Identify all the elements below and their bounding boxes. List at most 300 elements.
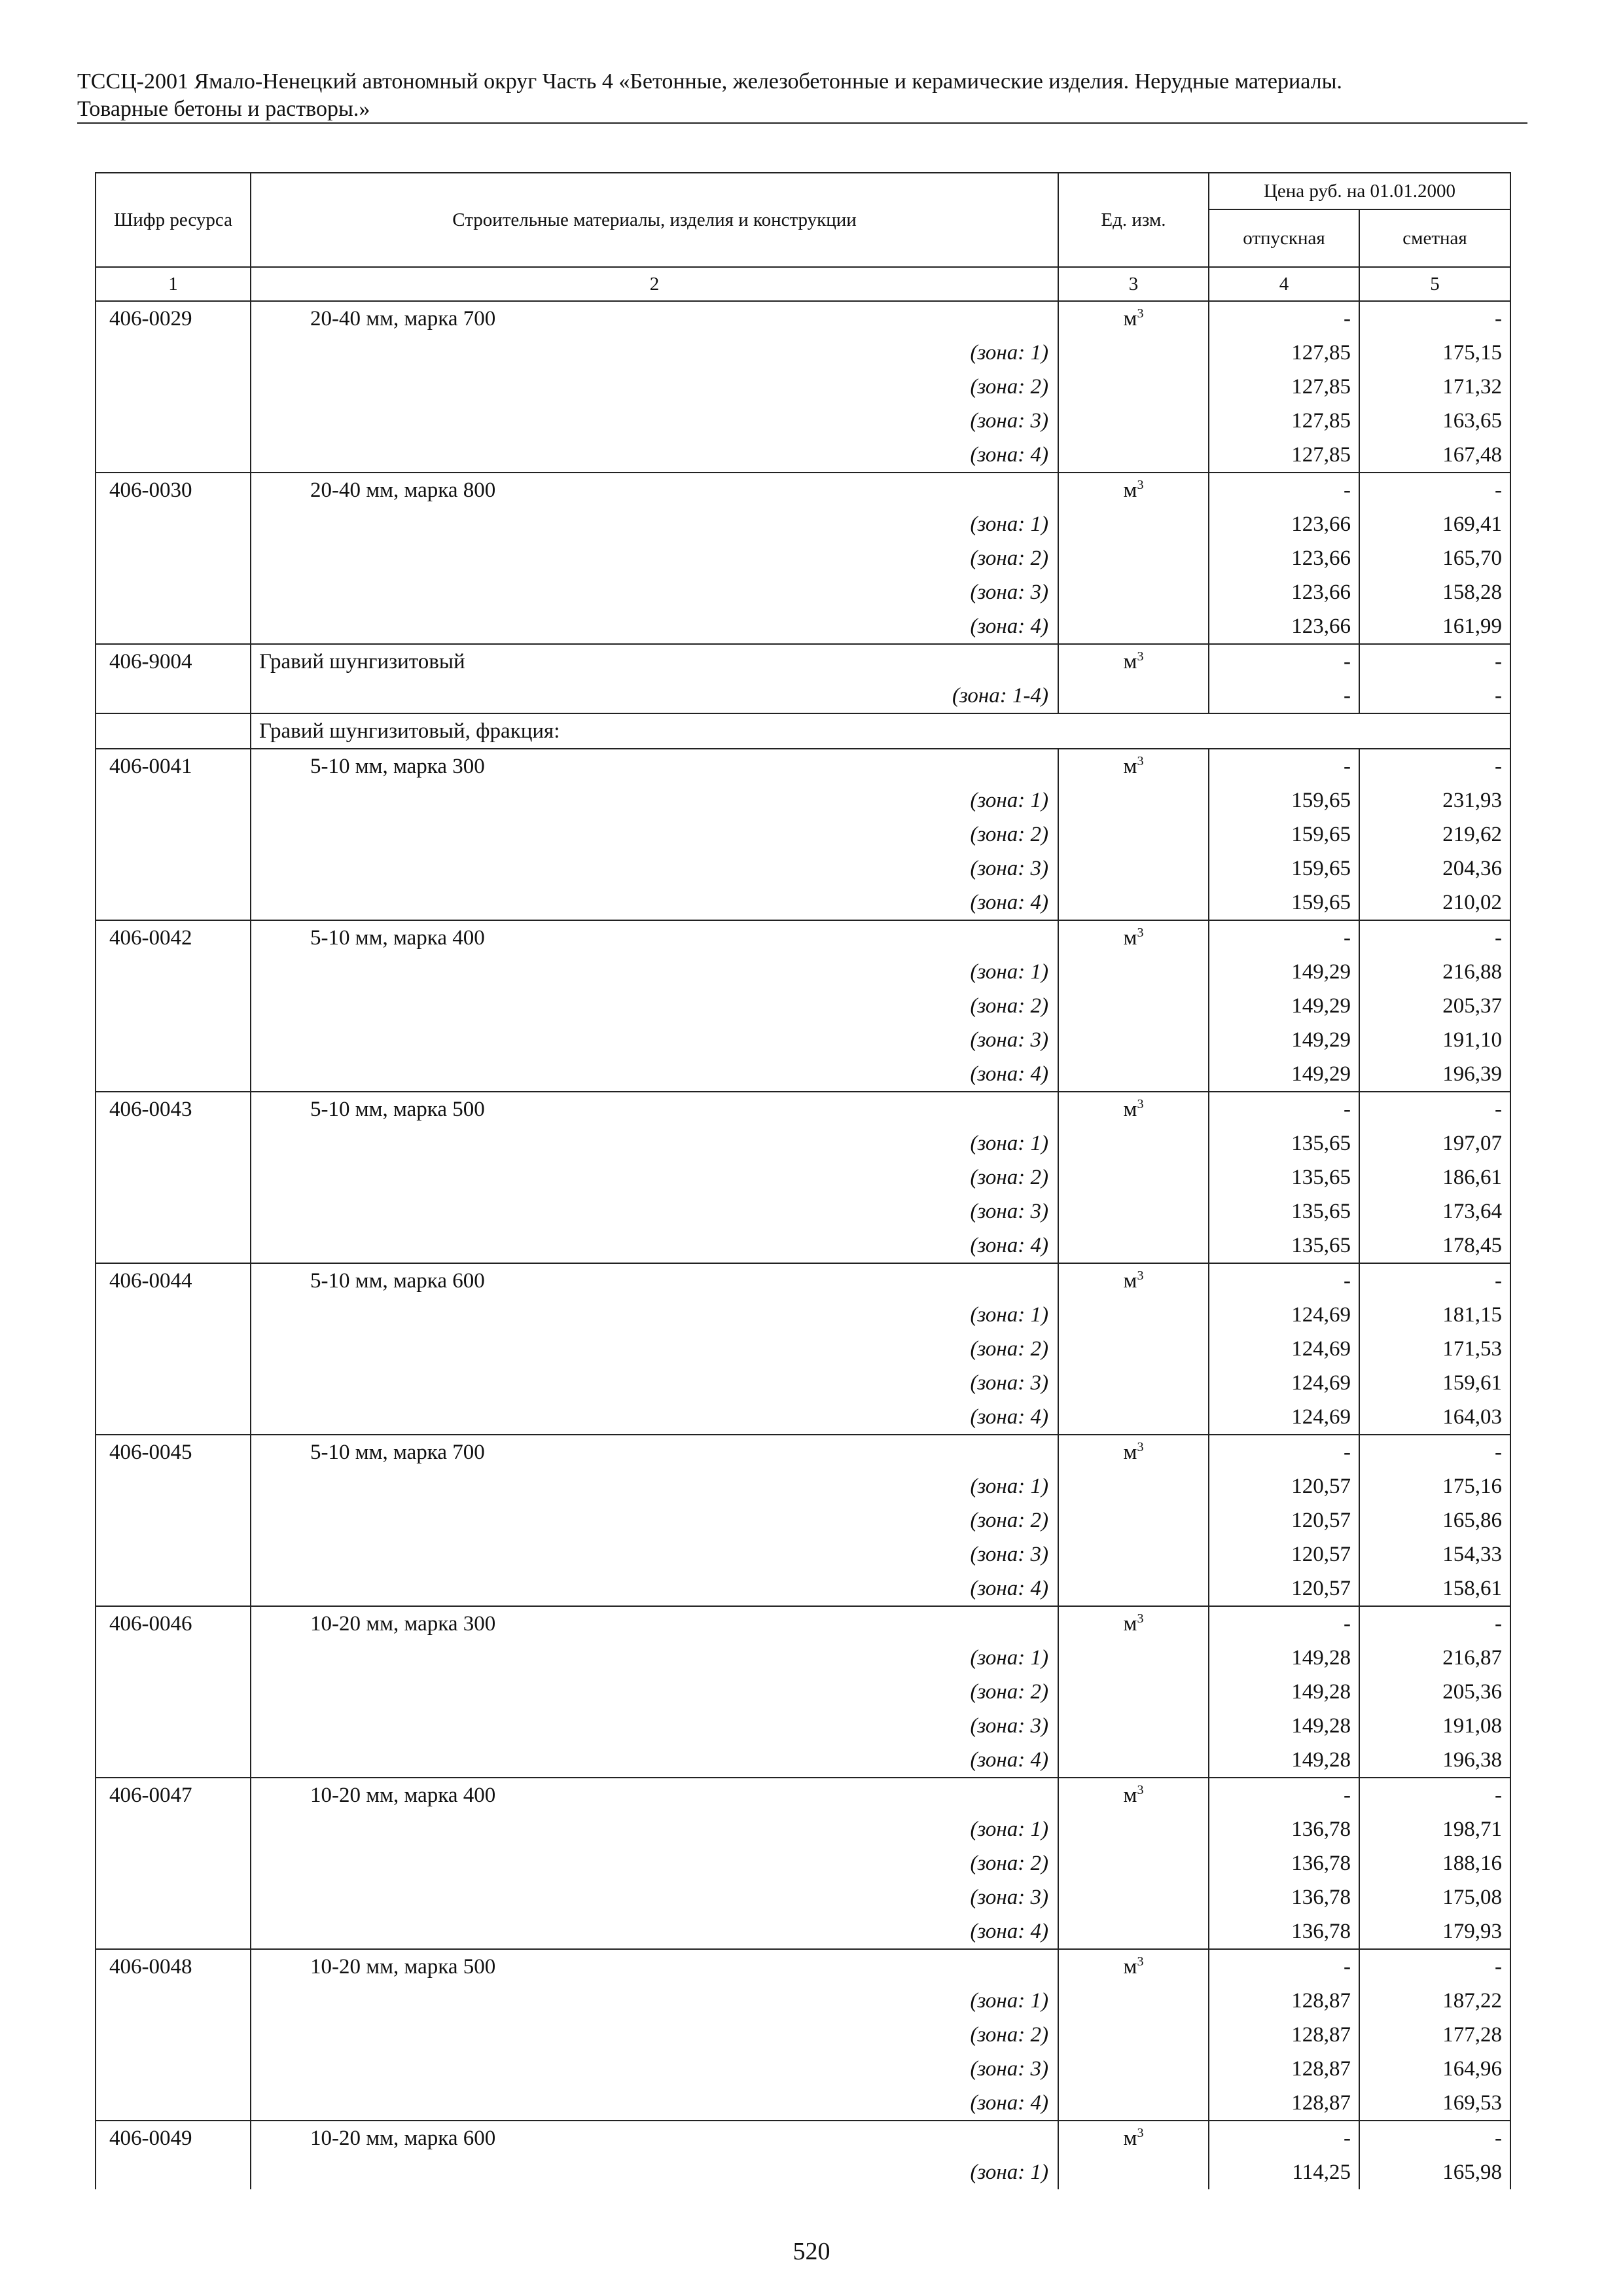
table-row-zone: [96, 2086, 1510, 2121]
table-row-zone: [96, 336, 1510, 370]
resource-code-empty: [96, 1812, 251, 1846]
unit-text: м: [1123, 755, 1137, 778]
unit-empty: [1058, 575, 1209, 609]
unit-empty: [1058, 886, 1209, 920]
table-row-item: [96, 1949, 1510, 1984]
table-body: [96, 301, 1510, 2189]
unit-cell: [1058, 749, 1209, 783]
resource-code-empty: [96, 541, 251, 575]
resource-code-empty: [96, 1366, 251, 1400]
estimate-price: 205,37: [1359, 989, 1510, 1023]
unit-text: м: [1123, 650, 1137, 673]
unit-empty: [1058, 1160, 1209, 1194]
estimate-price: -: [1359, 301, 1510, 336]
estimate-price: 177,28: [1359, 2018, 1510, 2052]
material-name: 20-40 мм, марка 800: [251, 473, 1058, 507]
unit-superscript: 3: [1137, 1611, 1144, 1626]
table-head: [96, 173, 1510, 301]
unit-cell: [1058, 1778, 1209, 1812]
estimate-price: 164,96: [1359, 2052, 1510, 2086]
unit-superscript: 3: [1137, 1954, 1144, 1969]
table-row-zone: [96, 2155, 1510, 2189]
resource-code: 406-0045: [96, 1435, 251, 1469]
zone-label: (зона: 3): [251, 404, 1058, 438]
table-row-zone: [96, 1709, 1510, 1743]
release-price: 123,66: [1209, 541, 1359, 575]
release-price: 149,29: [1209, 955, 1359, 989]
zone-label: (зона: 1): [251, 1812, 1058, 1846]
resource-code-empty: [96, 989, 251, 1023]
unit-empty: [1058, 2155, 1209, 2189]
estimate-price: 158,61: [1359, 1571, 1510, 1606]
estimate-price: 197,07: [1359, 1126, 1510, 1160]
resource-code-empty: [96, 679, 251, 713]
release-price: -: [1209, 1435, 1359, 1469]
estimate-price: -: [1359, 1949, 1510, 1984]
unit-empty: [1058, 1571, 1209, 1606]
resource-code-empty: [96, 955, 251, 989]
header-estimate-price: сметная: [1359, 209, 1510, 267]
zone-label: (зона: 3): [251, 1880, 1058, 1914]
unit-empty: [1058, 679, 1209, 713]
zone-label: (зона: 2): [251, 1846, 1058, 1880]
table-row-zone: [96, 1160, 1510, 1194]
zone-label: (зона: 2): [251, 1160, 1058, 1194]
zone-label: (зона: 2): [251, 1503, 1058, 1537]
estimate-price: 191,08: [1359, 1709, 1510, 1743]
estimate-price: 216,87: [1359, 1641, 1510, 1675]
unit-empty: [1058, 1914, 1209, 1949]
release-price: -: [1209, 2121, 1359, 2155]
unit-empty: [1058, 1229, 1209, 1263]
header-code: Шифр ресурса: [96, 173, 251, 267]
zone-label: (зона: 1): [251, 336, 1058, 370]
zone-label: (зона: 4): [251, 1229, 1058, 1263]
price-table: [95, 172, 1511, 2189]
table-row-item: [96, 920, 1510, 955]
estimate-price: 159,61: [1359, 1366, 1510, 1400]
unit-empty: [1058, 989, 1209, 1023]
release-price: -: [1209, 1092, 1359, 1126]
release-price: 123,66: [1209, 507, 1359, 541]
release-price: -: [1209, 301, 1359, 336]
unit-text: м: [1123, 1269, 1137, 1293]
resource-code-empty: [96, 1160, 251, 1194]
estimate-price: -: [1359, 473, 1510, 507]
release-price: 120,57: [1209, 1571, 1359, 1606]
unit-text: м: [1123, 926, 1137, 950]
zone-label: (зона: 1): [251, 1298, 1058, 1332]
unit-cell: [1058, 1606, 1209, 1641]
unit-empty: [1058, 2086, 1209, 2121]
estimate-price: 165,98: [1359, 2155, 1510, 2189]
unit-empty: [1058, 1194, 1209, 1229]
release-price: 159,65: [1209, 817, 1359, 852]
table-row-zone: [96, 783, 1510, 817]
unit-superscript: 3: [1137, 306, 1144, 321]
table-row-zone: [96, 507, 1510, 541]
release-price: 128,87: [1209, 2018, 1359, 2052]
zone-label: (зона: 3): [251, 2052, 1058, 2086]
estimate-price: -: [1359, 749, 1510, 783]
estimate-price: 175,08: [1359, 1880, 1510, 1914]
resource-code-empty: [96, 1469, 251, 1503]
zone-label: (зона: 3): [251, 575, 1058, 609]
resource-code: 406-0044: [96, 1263, 251, 1298]
unit-superscript: 3: [1137, 1440, 1144, 1454]
estimate-price: 210,02: [1359, 886, 1510, 920]
resource-code-empty: [96, 886, 251, 920]
estimate-price: 216,88: [1359, 955, 1510, 989]
table-row-zone: [96, 817, 1510, 852]
resource-code-empty: [96, 1571, 251, 1606]
resource-code-empty: [96, 1023, 251, 1057]
resource-code-empty: [96, 1914, 251, 1949]
zone-label: (зона: 4): [251, 1914, 1058, 1949]
estimate-price: -: [1359, 1778, 1510, 1812]
resource-code-empty: [96, 1984, 251, 2018]
resource-code-empty: [96, 438, 251, 473]
table-row-zone: [96, 1023, 1510, 1057]
resource-code-empty: [96, 370, 251, 404]
unit-text: м: [1123, 2126, 1137, 2150]
table-row-zone: [96, 541, 1510, 575]
material-name: 10-20 мм, марка 400: [251, 1778, 1058, 1812]
table-row-zone: [96, 1812, 1510, 1846]
unit-empty: [1058, 1846, 1209, 1880]
resource-code-empty: [96, 609, 251, 644]
zone-label: (зона: 4): [251, 886, 1058, 920]
table-row-zone: [96, 1675, 1510, 1709]
release-price: 120,57: [1209, 1503, 1359, 1537]
table-row-zone: [96, 1126, 1510, 1160]
column-number: 3: [1058, 267, 1209, 301]
material-name: 5-10 мм, марка 400: [251, 920, 1058, 955]
zone-label: (зона: 3): [251, 1194, 1058, 1229]
resource-code-empty: [96, 2018, 251, 2052]
table-row-zone: [96, 1743, 1510, 1778]
unit-empty: [1058, 404, 1209, 438]
zone-label: (зона: 2): [251, 817, 1058, 852]
unit-superscript: 3: [1137, 925, 1144, 940]
table-row-item: [96, 1263, 1510, 1298]
estimate-price: 165,70: [1359, 541, 1510, 575]
unit-empty: [1058, 507, 1209, 541]
material-name: 5-10 мм, марка 700: [251, 1435, 1058, 1469]
zone-label: (зона: 1-4): [251, 679, 1058, 713]
unit-empty: [1058, 1984, 1209, 2018]
resource-code-empty: [96, 2052, 251, 2086]
zone-label: (зона: 3): [251, 1023, 1058, 1057]
unit-empty: [1058, 852, 1209, 886]
zone-label: (зона: 1): [251, 507, 1058, 541]
table-row-zone: [96, 1880, 1510, 1914]
table-row-zone: [96, 1469, 1510, 1503]
estimate-price: -: [1359, 1606, 1510, 1641]
header-rule: [77, 122, 1527, 124]
table-row-zone: [96, 1298, 1510, 1332]
resource-code: 406-0049: [96, 2121, 251, 2155]
estimate-price: 204,36: [1359, 852, 1510, 886]
table-row-group: [96, 713, 1510, 749]
unit-empty: [1058, 1366, 1209, 1400]
resource-code-empty: [96, 1709, 251, 1743]
release-price: 135,65: [1209, 1160, 1359, 1194]
material-name: 10-20 мм, марка 500: [251, 1949, 1058, 1984]
material-name: 5-10 мм, марка 500: [251, 1092, 1058, 1126]
table-row-item: [96, 749, 1510, 783]
release-price: 159,65: [1209, 852, 1359, 886]
table-row-zone: [96, 370, 1510, 404]
release-price: 136,78: [1209, 1846, 1359, 1880]
unit-cell: [1058, 1949, 1209, 1984]
resource-code-empty: [96, 1846, 251, 1880]
table-row-zone: [96, 1400, 1510, 1435]
zone-label: (зона: 2): [251, 370, 1058, 404]
resource-code-empty: [96, 1880, 251, 1914]
release-price: -: [1209, 749, 1359, 783]
estimate-price: 171,53: [1359, 1332, 1510, 1366]
unit-empty: [1058, 541, 1209, 575]
table-row-zone: [96, 1984, 1510, 2018]
unit-cell: [1058, 473, 1209, 507]
zone-label: (зона: 2): [251, 1332, 1058, 1366]
estimate-price: 171,32: [1359, 370, 1510, 404]
unit-empty: [1058, 1641, 1209, 1675]
estimate-price: 173,64: [1359, 1194, 1510, 1229]
estimate-price: 231,93: [1359, 783, 1510, 817]
zone-label: (зона: 4): [251, 2086, 1058, 2121]
zone-label: (зона: 3): [251, 1709, 1058, 1743]
table-row-zone: [96, 955, 1510, 989]
release-price: -: [1209, 1778, 1359, 1812]
table-row-zone: [96, 2052, 1510, 2086]
estimate-price: -: [1359, 679, 1510, 713]
zone-label: (зона: 1): [251, 1641, 1058, 1675]
table-row-zone: [96, 1571, 1510, 1606]
column-number: 2: [251, 267, 1058, 301]
resource-code-empty: [96, 1057, 251, 1092]
estimate-price: -: [1359, 644, 1510, 679]
unit-text: м: [1123, 1098, 1137, 1121]
estimate-price: 164,03: [1359, 1400, 1510, 1435]
material-name: 10-20 мм, марка 600: [251, 2121, 1058, 2155]
table-row-item: [96, 1435, 1510, 1469]
release-price: 135,65: [1209, 1126, 1359, 1160]
table-row-zone: [96, 852, 1510, 886]
resource-code-empty: [96, 336, 251, 370]
table-row-zone: [96, 1537, 1510, 1571]
resource-code-empty: [96, 1298, 251, 1332]
table-row-zone: [96, 1057, 1510, 1092]
estimate-price: -: [1359, 1435, 1510, 1469]
estimate-price: 175,16: [1359, 1469, 1510, 1503]
release-price: -: [1209, 679, 1359, 713]
material-name: 5-10 мм, марка 600: [251, 1263, 1058, 1298]
estimate-price: 154,33: [1359, 1537, 1510, 1571]
release-price: 128,87: [1209, 2086, 1359, 2121]
release-price: -: [1209, 1606, 1359, 1641]
estimate-price: 205,36: [1359, 1675, 1510, 1709]
table-row-item: [96, 1606, 1510, 1641]
estimate-price: 219,62: [1359, 817, 1510, 852]
estimate-price: -: [1359, 1263, 1510, 1298]
resource-code: 406-0029: [96, 301, 251, 336]
header-line-2: Товарные бетоны и растворы.»: [77, 97, 370, 121]
unit-empty: [1058, 1709, 1209, 1743]
estimate-price: 196,39: [1359, 1057, 1510, 1092]
table-row-zone: [96, 609, 1510, 644]
unit-empty: [1058, 438, 1209, 473]
column-number: 4: [1209, 267, 1359, 301]
release-price: 149,29: [1209, 1057, 1359, 1092]
estimate-price: 169,53: [1359, 2086, 1510, 2121]
unit-cell: [1058, 2121, 1209, 2155]
zone-label: (зона: 4): [251, 438, 1058, 473]
release-price: 159,65: [1209, 783, 1359, 817]
unit-empty: [1058, 1537, 1209, 1571]
table-row-zone: [96, 1366, 1510, 1400]
unit-superscript: 3: [1137, 1097, 1144, 1111]
unit-empty: [1058, 1675, 1209, 1709]
resource-code-empty: [96, 1503, 251, 1537]
unit-empty: [1058, 370, 1209, 404]
column-number: 1: [96, 267, 251, 301]
zone-label: (зона: 1): [251, 1984, 1058, 2018]
table-row-zone: [96, 1194, 1510, 1229]
zone-label: (зона: 4): [251, 1057, 1058, 1092]
unit-text: м: [1123, 1784, 1137, 1807]
release-price: -: [1209, 1949, 1359, 1984]
table-row-zone: [96, 1641, 1510, 1675]
table-row-item: [96, 301, 1510, 336]
zone-label: (зона: 3): [251, 852, 1058, 886]
release-price: 114,25: [1209, 2155, 1359, 2189]
release-price: 136,78: [1209, 1880, 1359, 1914]
release-price: -: [1209, 644, 1359, 679]
zone-label: (зона: 1): [251, 2155, 1058, 2189]
release-price: 127,85: [1209, 438, 1359, 473]
unit-superscript: 3: [1137, 649, 1144, 664]
estimate-price: 196,38: [1359, 1743, 1510, 1778]
resource-code-empty: [96, 713, 251, 749]
resource-code-empty: [96, 852, 251, 886]
unit-empty: [1058, 1503, 1209, 1537]
resource-code: 406-0030: [96, 473, 251, 507]
table-row-item: [96, 2121, 1510, 2155]
resource-code-empty: [96, 404, 251, 438]
header-line-1: ТССЦ-2001 Ямало-Ненецкий автономный округ Часть 4 «Бетонные, железобетонные и керамические изделия. Нерудные материалы.: [77, 69, 1342, 94]
table-row-item: [96, 1778, 1510, 1812]
resource-code: 406-0048: [96, 1949, 251, 1984]
resource-code-empty: [96, 1194, 251, 1229]
material-name: Гравий шунгизитовый: [251, 644, 1058, 679]
material-name: 10-20 мм, марка 300: [251, 1606, 1058, 1641]
unit-cell: [1058, 1092, 1209, 1126]
estimate-price: 169,41: [1359, 507, 1510, 541]
zone-label: (зона: 2): [251, 989, 1058, 1023]
release-price: 149,29: [1209, 989, 1359, 1023]
unit-empty: [1058, 336, 1209, 370]
release-price: 135,65: [1209, 1194, 1359, 1229]
release-price: 124,69: [1209, 1366, 1359, 1400]
group-title: Гравий шунгизитовый, фракция:: [251, 713, 1510, 749]
unit-cell: [1058, 920, 1209, 955]
estimate-price: 198,71: [1359, 1812, 1510, 1846]
price-table-wrap: [95, 172, 1510, 2189]
release-price: 124,69: [1209, 1400, 1359, 1435]
resource-code-empty: [96, 507, 251, 541]
resource-code: 406-9004: [96, 644, 251, 679]
unit-cell: [1058, 644, 1209, 679]
table-row-zone: [96, 1914, 1510, 1949]
unit-empty: [1058, 783, 1209, 817]
page-number: 520: [793, 2238, 830, 2265]
zone-label: (зона: 2): [251, 2018, 1058, 2052]
unit-empty: [1058, 1880, 1209, 1914]
unit-cell: [1058, 1435, 1209, 1469]
estimate-price: 181,15: [1359, 1298, 1510, 1332]
table-row-zone: [96, 679, 1510, 713]
header-unit: Ед. изм.: [1058, 173, 1209, 267]
resource-code-empty: [96, 575, 251, 609]
estimate-price: 165,86: [1359, 1503, 1510, 1537]
release-price: 149,29: [1209, 1023, 1359, 1057]
unit-empty: [1058, 2052, 1209, 2086]
unit-empty: [1058, 1023, 1209, 1057]
estimate-price: 186,61: [1359, 1160, 1510, 1194]
unit-superscript: 3: [1137, 1783, 1144, 1797]
unit-empty: [1058, 1298, 1209, 1332]
header-release-price: отпускная: [1209, 209, 1359, 267]
header-price-group: Цена руб. на 01.01.2000: [1209, 173, 1510, 209]
unit-text: м: [1123, 307, 1137, 331]
resource-code-empty: [96, 1400, 251, 1435]
unit-empty: [1058, 1126, 1209, 1160]
unit-empty: [1058, 817, 1209, 852]
release-price: 159,65: [1209, 886, 1359, 920]
material-name: 20-40 мм, марка 700: [251, 301, 1058, 336]
zone-label: (зона: 3): [251, 1537, 1058, 1571]
release-price: 120,57: [1209, 1537, 1359, 1571]
unit-superscript: 3: [1137, 754, 1144, 768]
release-price: 127,85: [1209, 336, 1359, 370]
resource-code-empty: [96, 1332, 251, 1366]
zone-label: (зона: 4): [251, 1571, 1058, 1606]
estimate-price: 178,45: [1359, 1229, 1510, 1263]
estimate-price: 175,15: [1359, 336, 1510, 370]
unit-empty: [1058, 1057, 1209, 1092]
release-price: 127,85: [1209, 404, 1359, 438]
release-price: 135,65: [1209, 1229, 1359, 1263]
resource-code-empty: [96, 1229, 251, 1263]
unit-text: м: [1123, 478, 1137, 502]
unit-text: м: [1123, 1441, 1137, 1464]
estimate-price: 188,16: [1359, 1846, 1510, 1880]
unit-empty: [1058, 955, 1209, 989]
zone-label: (зона: 1): [251, 783, 1058, 817]
release-price: -: [1209, 473, 1359, 507]
resource-code-empty: [96, 2086, 251, 2121]
release-price: 127,85: [1209, 370, 1359, 404]
unit-empty: [1058, 2018, 1209, 2052]
resource-code-empty: [96, 817, 251, 852]
estimate-price: 191,10: [1359, 1023, 1510, 1057]
release-price: 123,66: [1209, 575, 1359, 609]
unit-empty: [1058, 1400, 1209, 1435]
resource-code: 406-0043: [96, 1092, 251, 1126]
release-price: 123,66: [1209, 609, 1359, 644]
